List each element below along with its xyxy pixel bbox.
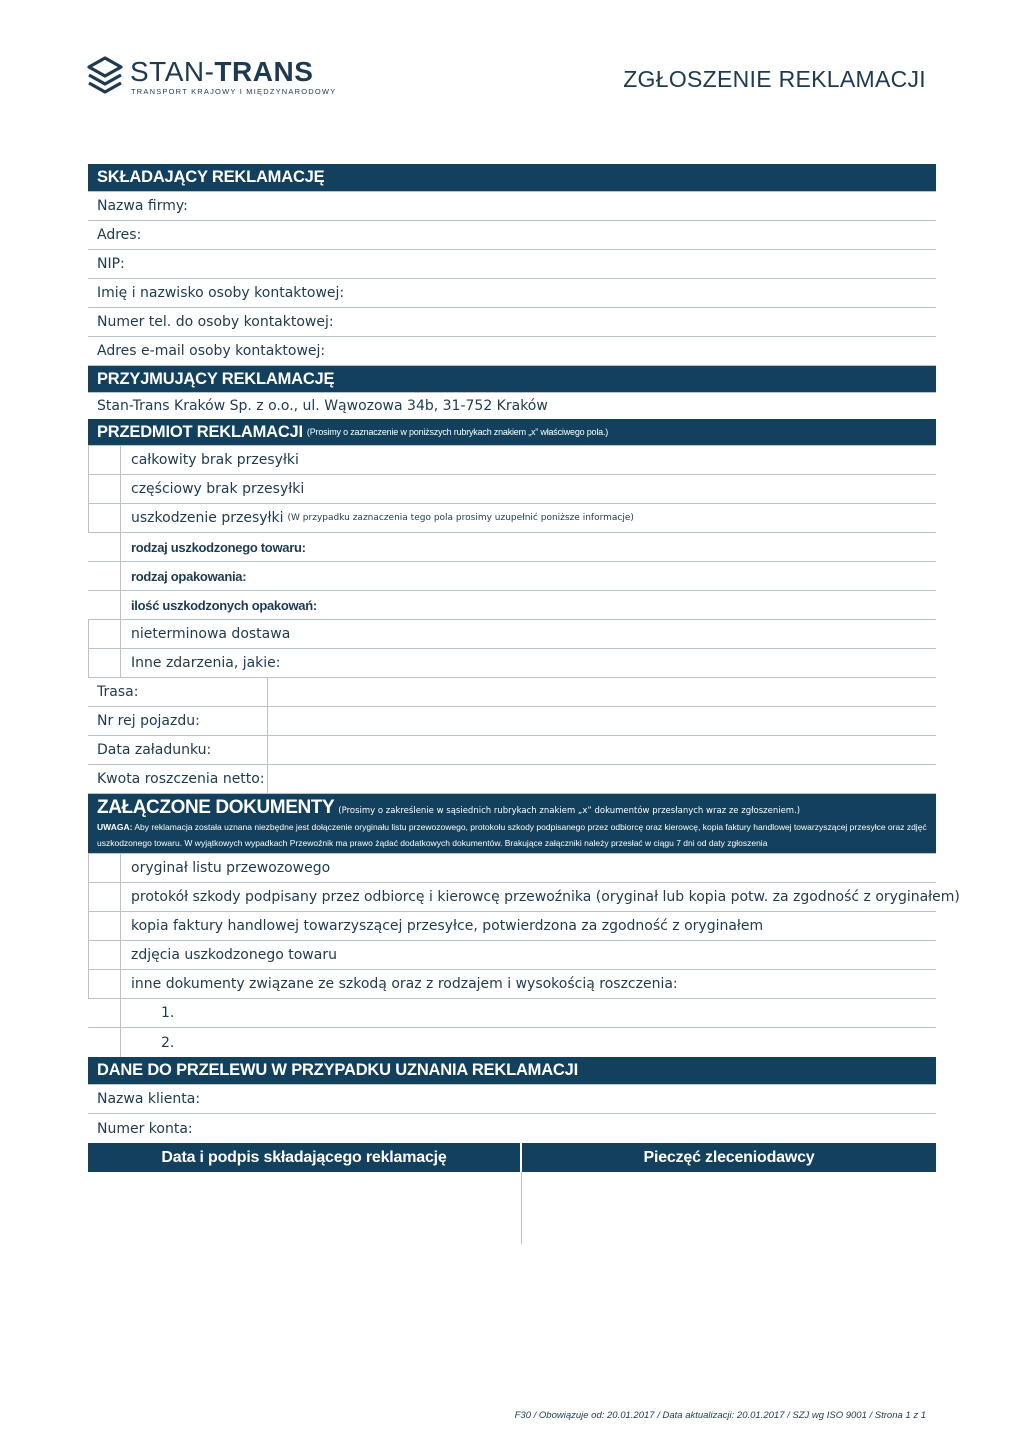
field-vehicle-registration[interactable]: Nr rej pojazdu: [88,707,936,736]
signature-header [88,1143,936,1172]
doc-waybill[interactable]: oryginał listu przewozowego [88,854,936,883]
section-header-recipient: PRZYJMUJĄCY REKLAMACJĘ [88,366,936,393]
signature-area [88,1172,936,1244]
logo-wordmark: STAN-TRANS [130,56,314,87]
field-contact-name[interactable]: Imię i nazwisko osoby kontaktowej: [88,279,936,308]
checkbox[interactable] [88,649,121,677]
option-total-loss[interactable]: całkowity brak przesyłki [88,446,936,475]
checkbox[interactable] [88,912,121,940]
complaint-form [88,164,960,1244]
doc-other-line-2[interactable]: 2. [88,1028,936,1057]
field-nip[interactable]: NIP: [88,250,936,279]
checkbox[interactable] [88,854,121,882]
section-header-documents: ZAŁĄCZONE DOKUMENTY (Prosimy o zakreślenie w sąsiednich rubrykach znakiem „x” dokumentów przesłanych wraz ze zgłoszeniem.) UWAGA: Aby reklamacja została uznana niezbędne jest dołączenie oryginału listu przewozowego, protokołu szkody podpisanego przez odbiorcę oraz kierowcę, kopia faktury handlowej towarzyszącej przesyłce oraz zdjęć uszkodzonego towaru. W wyjątkowych wypadkach Przewoźnik ma prawo żądać dodatkowych dokumentów. Brakujące załączniki należy przesłać w ciągu 7 dni od daty zgłoszenia [88,794,936,854]
document-title: ZGŁOSZENIE REKLAMACJI [623,66,926,92]
signature-box[interactable] [88,1172,522,1244]
option-partial-loss[interactable]: częściowy brak przesyłki [88,475,936,504]
option-damage[interactable]: uszkodzenie przesyłki (W przypadku zaznaczenia tego pola prosimy uzupełnić poniższe informacje) [88,504,936,533]
documents-warning: UWAGA: Aby reklamacja została uznana niezbędne jest dołączenie oryginału listu przewozowego, protokołu szkody podpisanego przez odbiorcę oraz kierowcę, kopia faktury handlowej towarzyszącej przesyłce oraz zdjęć uszkodzonego towaru. W wyjątkowych wypadkach Przewoźnik ma prawo żądać dodatkowych dokumentów. Brakujące załączniki należy przesłać w ciągu 7 dni od daty zgłoszenia [97,822,927,848]
doc-invoice-copy[interactable]: kopia faktury handlowej towarzyszącej przesyłce, potwierdzona za zgodność z oryginałem [88,912,936,941]
checkbox[interactable] [88,941,121,969]
stamp-label: Pieczęć zleceniodawcy [522,1143,936,1172]
checkbox[interactable] [88,446,121,474]
checkbox[interactable] [88,475,121,503]
option-other-events[interactable]: Inne zdarzenia, jakie: [88,649,936,678]
field-damaged-goods-type[interactable]: rodzaj uszkodzonego towaru: [88,533,936,562]
field-packaging-type[interactable]: rodzaj opakowania: [88,562,936,591]
stamp-box[interactable] [522,1172,936,1244]
field-loading-date[interactable]: Data załadunku: [88,736,936,765]
doc-damage-report[interactable]: protokół szkody podpisany przez odbiorcę i kierowcę przewoźnika (oryginał lub kopia potw. za zgodność z oryginałem) [88,883,936,912]
recipient-address: Stan-Trans Kraków Sp. z o.o., ul. Wąwozowa 34b, 31-752 Kraków [97,398,548,414]
section-header-transfer: DANE DO PRZELEWU W PRZYPADKU UZNANIA REKLAMACJI [88,1057,936,1085]
field-company-name[interactable]: Nazwa firmy: [88,192,936,221]
company-logo [86,56,336,100]
signature-label: Data i podpis składającego reklamację [88,1143,522,1172]
doc-photos[interactable]: zdjęcia uszkodzonego towaru [88,941,936,970]
doc-other-line-1[interactable]: 1. [88,999,936,1028]
doc-other[interactable]: inne dokumenty związane ze szkodą oraz z rodzajem i wysokością roszczenia: [88,970,936,999]
section-header-subject: PRZEDMIOT REKLAMACJI (Prosimy o zaznaczenie w poniższych rubrykach znakiem „x” właściwego pola.) [88,419,936,446]
field-address[interactable]: Adres: [88,221,936,250]
checkbox[interactable] [88,504,121,532]
field-claim-amount[interactable]: Kwota roszczenia netto: [88,765,936,794]
document-footer: F30 / Obowiązuje od: 20.01.2017 / Data aktualizacji: 20.01.2017 / SZJ wg ISO 9001 / Strona 1 z 1 [514,1410,926,1421]
field-account-number[interactable]: Numer konta: [97,1120,193,1137]
field-client-name[interactable]: Nazwa klienta: [88,1085,936,1114]
logo-tagline: TRANSPORT KRAJOWY I MIĘDZYNARODOWY [131,87,337,96]
field-contact-phone[interactable]: Numer tel. do osoby kontaktowej: [88,308,936,337]
checkbox[interactable] [88,883,121,911]
field-contact-email[interactable]: Adres e-mail osoby kontaktowej: [88,337,936,366]
section-header-complainant: SKŁADAJĄCY REKLAMACJĘ [88,164,936,192]
checkbox[interactable] [88,620,121,648]
field-damaged-packages-count[interactable]: ilość uszkodzonych opakowań: [88,591,936,620]
stacked-layers-logo-icon [86,56,124,96]
field-route[interactable]: Trasa: [88,678,936,707]
option-late-delivery[interactable]: nieterminowa dostawa [88,620,936,649]
checkbox[interactable] [88,970,121,998]
